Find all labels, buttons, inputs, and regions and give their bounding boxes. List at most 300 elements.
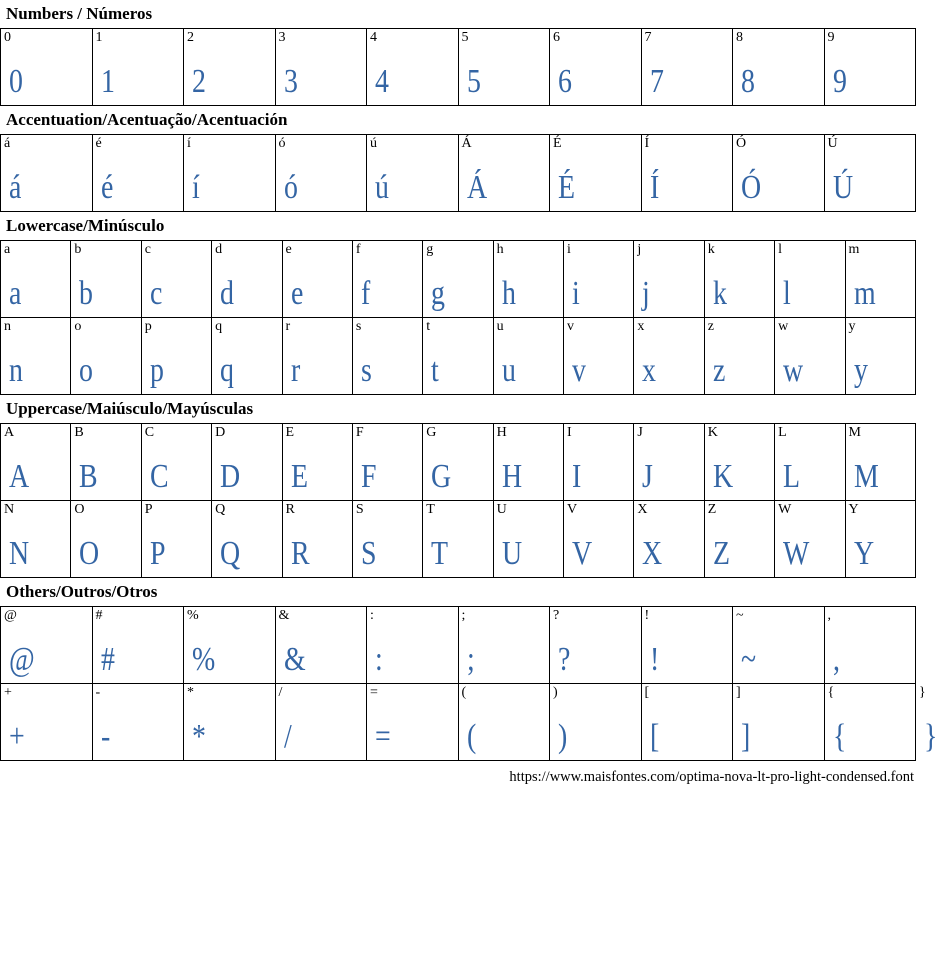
glyph-row [1, 318, 916, 395]
glyph-cell-inner [142, 318, 211, 394]
glyph-sample: n [9, 352, 23, 389]
glyph-label: D [215, 425, 226, 440]
glyph-sample: [ [649, 718, 659, 755]
glyph-sample: r [290, 352, 300, 389]
glyph-cell-inner [459, 135, 550, 211]
glyph-sample: é [100, 169, 113, 206]
glyph-cell [282, 241, 352, 318]
glyph-cell [458, 607, 550, 684]
glyph-cell [493, 318, 563, 395]
glyph-label: ! [644, 608, 650, 623]
glyph-cell [845, 424, 916, 501]
glyph-label: Q [215, 502, 226, 517]
glyph-sample: ! [649, 641, 659, 678]
glyph-cell-inner [71, 241, 140, 317]
glyph-label: o [74, 319, 82, 334]
section-accentuation [0, 106, 916, 212]
glyph-cell-inner [1, 684, 92, 760]
glyph-cell-inner [212, 501, 281, 577]
glyph-cell [824, 684, 916, 761]
glyph-label: 4 [370, 30, 377, 45]
glyph-sample: 9 [832, 63, 847, 100]
glyph-sample: t [431, 352, 440, 389]
glyph-label: K [707, 425, 718, 440]
glyph-cell-inner [550, 607, 641, 683]
glyph-cell [184, 135, 276, 212]
glyph-label: O [74, 502, 85, 517]
glyph-cell-inner [423, 424, 492, 500]
glyph-label: f [355, 242, 361, 257]
glyph-cell-inner [733, 135, 824, 211]
glyph-label: 8 [736, 30, 743, 45]
glyph-row [1, 501, 916, 578]
glyph-sample: ] [741, 718, 751, 755]
glyph-cell-inner [494, 424, 563, 500]
glyph-cell [550, 607, 642, 684]
glyph-cell-inner [642, 684, 733, 760]
glyph-sample: Í [649, 169, 659, 206]
glyph-table-accentuation [0, 134, 916, 212]
glyph-cell-inner [142, 501, 211, 577]
glyph-label: n [4, 319, 11, 334]
glyph-label: = [370, 685, 378, 700]
glyph-cell [423, 241, 493, 318]
source-url[interactable]: https://www.maisfontes.com/optima-nova-lt-pro-light-condensed.font [509, 769, 914, 785]
glyph-label: r [285, 319, 291, 334]
glyph-sample: l [783, 275, 791, 312]
glyph-row [1, 135, 916, 212]
glyph-row [1, 424, 916, 501]
glyph-label: v [567, 319, 574, 334]
glyph-cell [775, 241, 845, 318]
glyph-sample: q [220, 352, 235, 389]
glyph-cell-inner [494, 318, 563, 394]
glyph-sample: - [100, 718, 110, 755]
glyph-sample: b [79, 275, 94, 312]
glyph-cell-inner [634, 424, 703, 500]
glyph-sample: Q [220, 535, 241, 572]
glyph-cell-inner [846, 501, 916, 577]
glyph-sample: P [149, 535, 166, 572]
glyph-cell-inner [367, 29, 458, 105]
glyph-cell [493, 424, 563, 501]
section-title-others: Others/Outros/Otros [6, 582, 158, 601]
section-title-lowercase: Lowercase/Minúsculo [6, 216, 165, 235]
glyph-cell-inner [733, 607, 824, 683]
glyph-sample: J [642, 458, 654, 495]
glyph-label: * [187, 685, 194, 700]
glyph-sample: ? [558, 641, 571, 678]
glyph-cell [733, 135, 825, 212]
glyph-sample: m [853, 275, 876, 312]
glyph-sample: U [501, 535, 522, 572]
grid-accentuation [0, 134, 916, 212]
glyph-cell [282, 501, 352, 578]
glyph-cell-inner [459, 607, 550, 683]
glyph-cell [71, 318, 141, 395]
glyph-label: @ [4, 608, 17, 623]
glyph-label: L [778, 425, 787, 440]
glyph-cell [733, 607, 825, 684]
glyph-cell [352, 424, 422, 501]
glyph-label: w [778, 319, 789, 334]
glyph-sample: 4 [375, 63, 389, 100]
glyph-cell [641, 135, 733, 212]
glyph-sample: ú [375, 169, 389, 206]
glyph-label: ú [370, 136, 377, 151]
glyph-row [1, 29, 916, 106]
glyph-sample: o [79, 352, 94, 389]
glyph-cell-inner [1, 501, 70, 577]
glyph-cell-inner [705, 241, 774, 317]
glyph-cell-inner [775, 501, 844, 577]
glyph-cell [282, 318, 352, 395]
glyph-label: é [95, 136, 102, 151]
glyph-cell-inner [825, 29, 916, 105]
glyph-label: P [144, 502, 153, 517]
glyph-cell-inner [212, 424, 281, 500]
glyph-label: W [778, 502, 792, 517]
glyph-cell [550, 684, 642, 761]
glyph-cell [1, 607, 93, 684]
section-numbers [0, 0, 916, 106]
glyph-label: ; [461, 608, 466, 623]
glyph-label: ? [553, 608, 560, 623]
glyph-sample: L [783, 458, 801, 495]
glyph-cell-inner [353, 241, 422, 317]
glyph-sample: ó [283, 169, 298, 206]
glyph-label: M [848, 425, 861, 440]
glyph-label: ó [278, 136, 286, 151]
glyph-cell [704, 501, 774, 578]
glyph-sample: E [290, 458, 308, 495]
section-lowercase [0, 212, 916, 395]
glyph-sample: ; [466, 641, 475, 678]
glyph-sample: d [220, 275, 235, 312]
glyph-cell-inner [93, 29, 184, 105]
glyph-cell [458, 135, 550, 212]
glyph-cell [275, 684, 367, 761]
glyph-sample: * [192, 718, 206, 755]
glyph-cell-inner [846, 424, 916, 500]
glyph-table-lowercase [0, 240, 916, 395]
glyph-label: l [778, 242, 783, 257]
glyph-cell-inner [423, 241, 492, 317]
glyph-cell-inner [825, 607, 916, 683]
glyph-sample: M [853, 458, 879, 495]
glyph-cell-inner [1, 241, 70, 317]
glyph-cell-inner [142, 424, 211, 500]
glyph-sample: s [360, 352, 372, 389]
glyph-cell-inner [184, 135, 275, 211]
glyph-cell [141, 241, 211, 318]
glyph-sample: 5 [466, 63, 481, 100]
glyph-label: ( [461, 685, 467, 700]
glyph-cell [275, 607, 367, 684]
glyph-sample: 0 [9, 63, 23, 100]
glyph-cell-inner [846, 318, 916, 394]
grid-others [0, 606, 937, 761]
glyph-label: H [496, 425, 507, 440]
glyph-cell-inner [1, 318, 70, 394]
glyph-cell-inner [71, 424, 140, 500]
glyph-label: 6 [553, 30, 560, 45]
glyph-label: N [4, 502, 15, 517]
glyph-sample: # [100, 641, 115, 678]
glyph-cell-inner [184, 29, 275, 105]
glyph-row [1, 241, 916, 318]
glyph-label: Í [644, 136, 650, 151]
glyph-cell [352, 501, 422, 578]
glyph-sample: I [572, 458, 582, 495]
glyph-cell-inner [283, 318, 352, 394]
glyph-sample: 1 [100, 63, 115, 100]
glyph-cell-inner [276, 29, 367, 105]
glyph-label: 2 [187, 30, 194, 45]
glyph-sample: x [642, 352, 657, 389]
glyph-label: á [4, 136, 11, 151]
glyph-label: ] [736, 685, 741, 700]
glyph-cell [775, 424, 845, 501]
glyph-label: I [567, 425, 572, 440]
glyph-sample: 7 [649, 63, 664, 100]
glyph-cell [824, 29, 916, 106]
glyph-label: + [4, 685, 12, 700]
glyph-sample: R [290, 535, 310, 572]
glyph-cell-inner [459, 29, 550, 105]
glyph-cell [92, 684, 184, 761]
glyph-cell [184, 29, 276, 106]
glyph-cell-inner [93, 607, 184, 683]
glyph-label: h [496, 242, 504, 257]
glyph-sample: W [783, 535, 810, 572]
glyph-sample: u [501, 352, 516, 389]
grid-uppercase [0, 423, 916, 578]
glyph-sample: / [283, 718, 292, 755]
glyph-cell [564, 424, 634, 501]
glyph-label: í [187, 136, 191, 151]
glyph-cell [71, 424, 141, 501]
glyph-cell-inner [642, 135, 733, 211]
glyph-sample: Ú [832, 169, 853, 206]
glyph-label: J [637, 425, 643, 440]
glyph-cell-inner [353, 501, 422, 577]
glyph-cell-inner [634, 241, 703, 317]
glyph-label: } [919, 684, 926, 700]
glyph-cell [564, 241, 634, 318]
glyph-cell [212, 501, 282, 578]
glyph-cell [824, 135, 916, 212]
glyph-cell-inner [353, 424, 422, 500]
glyph-sample: X [642, 535, 663, 572]
glyph-cell [212, 424, 282, 501]
glyph-cell [733, 684, 825, 761]
glyph-cell-inner [846, 241, 916, 317]
glyph-sample: j [642, 275, 651, 312]
glyph-sample: G [431, 458, 452, 495]
glyph-label: U [496, 502, 507, 517]
glyph-cell [1, 241, 71, 318]
glyph-label: ) [553, 685, 558, 700]
glyph-label: 3 [278, 30, 286, 45]
glyph-cell-inner [705, 318, 774, 394]
glyph-label: : [370, 608, 374, 623]
glyph-label: u [496, 319, 504, 334]
glyph-sample: 6 [558, 63, 572, 100]
glyph-cell [92, 607, 184, 684]
glyph-cell [704, 318, 774, 395]
glyph-cell-inner [367, 607, 458, 683]
glyph-label: b [74, 242, 82, 257]
glyph-label: 1 [95, 30, 103, 45]
glyph-cell [845, 241, 916, 318]
glyph-label: i [567, 242, 571, 257]
glyph-cell [458, 684, 550, 761]
glyph-cell-inner [184, 607, 275, 683]
glyph-cell-inner [353, 318, 422, 394]
glyph-cell [367, 29, 459, 106]
glyph-sample: 3 [283, 63, 298, 100]
glyph-sample: É [558, 169, 576, 206]
glyph-sample: } [924, 717, 937, 755]
glyph-cell [641, 29, 733, 106]
glyph-cell-inner [494, 501, 563, 577]
glyph-cell [1, 501, 71, 578]
glyph-cell-inner [184, 684, 275, 760]
glyph-cell-inner [775, 241, 844, 317]
glyph-cell-inner [550, 29, 641, 105]
section-uppercase [0, 395, 916, 578]
grid-numbers [0, 28, 916, 106]
glyph-cell [634, 241, 704, 318]
glyph-cell-inner [283, 424, 352, 500]
glyph-sample: : [375, 641, 383, 678]
glyph-table-numbers [0, 28, 916, 106]
glyph-cell-inner [550, 684, 641, 760]
glyph-cell-inner [71, 318, 140, 394]
glyph-cell [641, 607, 733, 684]
glyph-sample: í [192, 169, 200, 206]
glyph-cell-inner [283, 501, 352, 577]
glyph-label: A [4, 425, 15, 440]
glyph-label: Á [461, 136, 472, 151]
glyph-sample: ~ [741, 641, 757, 678]
glyph-sample: V [572, 535, 593, 572]
glyph-label: R [285, 502, 295, 517]
glyph-label: / [278, 685, 283, 700]
glyph-sample: Z [712, 535, 730, 572]
glyph-cell-inner [775, 424, 844, 500]
glyph-sample: Y [853, 535, 874, 572]
glyph-label: C [144, 425, 155, 440]
glyph-cell [824, 607, 916, 684]
glyph-cell-inner [825, 684, 916, 760]
glyph-label: T [426, 502, 435, 517]
glyph-label: Z [707, 502, 717, 517]
glyph-label: B [74, 425, 84, 440]
glyph-cell [92, 135, 184, 212]
glyph-cell [845, 501, 916, 578]
glyph-label: S [355, 502, 364, 517]
glyph-label: - [95, 685, 101, 700]
section-others [0, 578, 937, 761]
glyph-label: 0 [4, 30, 11, 45]
glyph-cell [352, 241, 422, 318]
glyph-cell [458, 29, 550, 106]
glyph-cell [423, 318, 493, 395]
glyph-cell [634, 501, 704, 578]
glyph-cell-inner [142, 241, 211, 317]
glyph-label: E [285, 425, 295, 440]
glyph-cell [634, 424, 704, 501]
glyph-cell-inner [1, 607, 92, 683]
glyph-cell [141, 501, 211, 578]
glyph-sample: k [712, 275, 727, 312]
glyph-sample: v [572, 352, 586, 389]
glyph-label: , [827, 608, 831, 623]
glyph-cell [641, 684, 733, 761]
glyph-cell-inner [642, 607, 733, 683]
glyph-cell-inner [276, 684, 367, 760]
glyph-cell-inner [634, 501, 703, 577]
glyph-sample: w [783, 352, 804, 389]
glyph-label: 5 [461, 30, 469, 45]
glyph-cell-inner [733, 684, 824, 760]
glyph-cell [141, 318, 211, 395]
glyph-cell [352, 318, 422, 395]
glyph-sample: 8 [741, 63, 755, 100]
glyph-cell [493, 501, 563, 578]
glyph-sample: D [220, 458, 241, 495]
glyph-label: Y [848, 502, 859, 517]
glyph-cell-inner [276, 135, 367, 211]
glyph-row [1, 684, 916, 761]
glyph-cell-inner [775, 318, 844, 394]
glyph-sample: ( [466, 718, 476, 755]
glyph-cell [1, 135, 93, 212]
glyph-table-uppercase [0, 423, 916, 578]
glyph-cell-inner [93, 684, 184, 760]
section-title-uppercase: Uppercase/Maiúsculo/Mayúsculas [6, 399, 254, 418]
glyph-sample: c [149, 275, 163, 312]
glyph-label: X [637, 502, 648, 517]
glyph-cell [423, 501, 493, 578]
glyph-sample: K [712, 458, 733, 495]
glyph-cell [1, 29, 93, 106]
glyph-label: k [707, 242, 715, 257]
glyph-sample: p [149, 352, 164, 389]
glyph-cell-inner [212, 241, 281, 317]
glyph-label: # [95, 608, 103, 623]
glyph-label: F [355, 425, 364, 440]
glyph-cell [775, 318, 845, 395]
glyph-sample: C [149, 458, 169, 495]
glyph-cell [141, 424, 211, 501]
glyph-sample: f [360, 275, 371, 312]
glyph-cell [550, 135, 642, 212]
glyph-cell-inner [1, 29, 92, 105]
glyph-sample: % [192, 641, 216, 678]
glyph-cell-inner [494, 241, 563, 317]
glyph-sample: T [431, 535, 449, 572]
glyph-sample: y [853, 352, 868, 389]
glyph-cell [704, 424, 774, 501]
glyph-sample: g [431, 275, 446, 312]
glyph-sample: 2 [192, 63, 206, 100]
glyph-label: t [426, 319, 431, 334]
glyph-cell [775, 501, 845, 578]
glyph-label: Ú [827, 136, 838, 151]
